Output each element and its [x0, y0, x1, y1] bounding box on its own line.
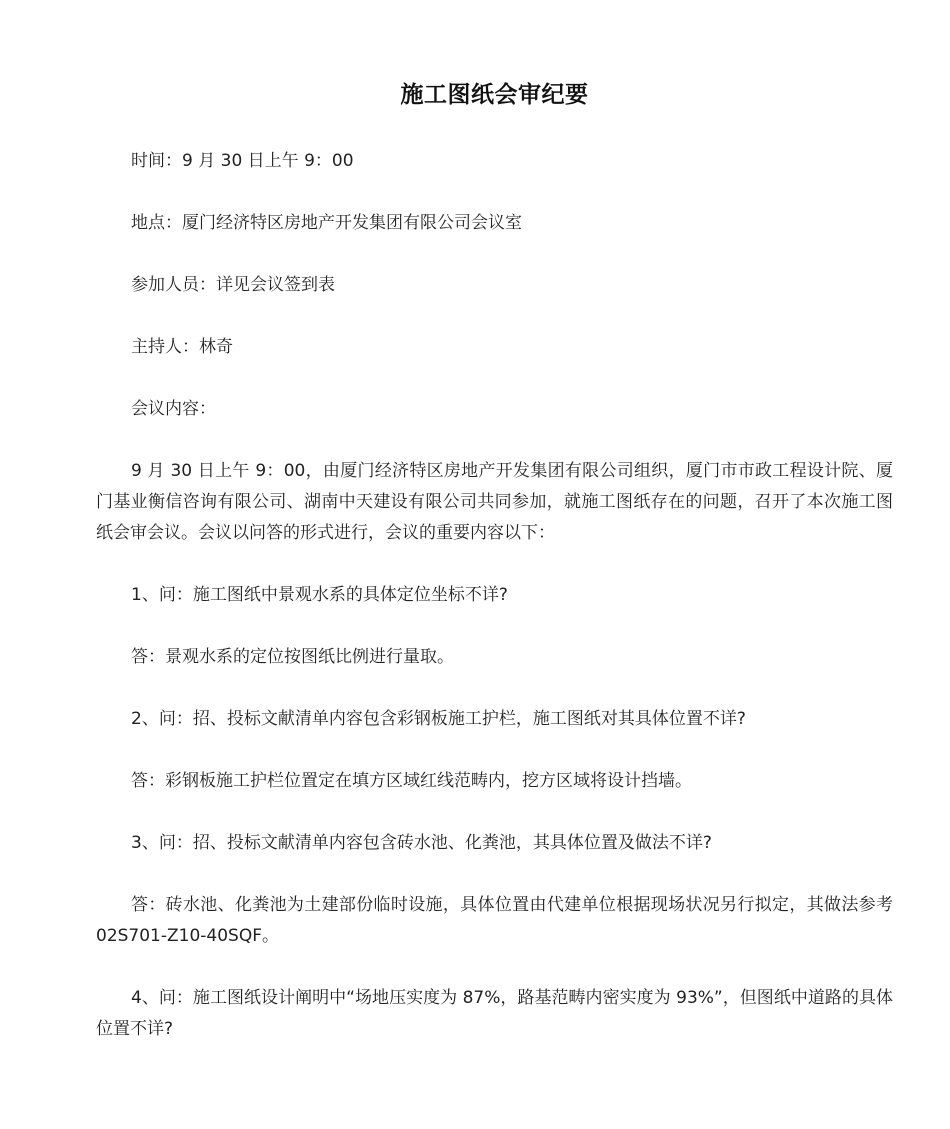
question-1: 1、问：施工图纸中景观水系的具体定位坐标不详? [131, 585, 508, 605]
meeting-time: 时间：9 月 30 日上午 9：00 [131, 151, 354, 171]
question-2: 2、问：招、投标文献清单内容包含彩钢板施工护栏，施工图纸对其具体位置不详? [131, 709, 746, 729]
document-page [96, 0, 893, 1045]
answer-2: 答：彩钢板施工护栏位置定在填方区域红线范畴内，挖方区域将设计挡墙。 [131, 771, 692, 791]
meeting-content-heading: 会议内容： [131, 399, 216, 419]
answer-1: 答：景观水系的定位按图纸比例进行量取。 [131, 647, 454, 667]
meeting-summary: 9 月 30 日上午 9：00，由厦门经济特区房地产开发集团有限公司组织，厦门市市政工程设计院、厦门基业衡信咨询有限公司、湖南中天建设有限公司共同参加，就施工图纸存在的问题，召开了本次施工图纸会审会议。会议以问答的形式进行，会议的重要内容以下： [96, 461, 893, 543]
meeting-host: 主持人：林奇 [131, 337, 233, 357]
document-title: 施工图纸会审纪要 [400, 82, 589, 108]
meeting-location: 地点：厦门经济特区房地产开发集团有限公司会议室 [131, 213, 522, 233]
question-4: 4、问：施工图纸设计阐明中“场地压实度为 87%，路基范畴内密实度为 93%”，但图纸中道路的具体位置不详? [96, 988, 893, 1039]
answer-3: 答：砖水池、化粪池为土建部份临时设施，具体位置由代建单位根据现场状况另行拟定，其做法参考 02S701-Z10-40SQF。 [96, 895, 893, 946]
meeting-attendees: 参加人员：详见会议签到表 [131, 275, 335, 295]
question-3: 3、问：招、投标文献清单内容包含砖水池、化粪池，其具体位置及做法不详? [131, 833, 712, 853]
